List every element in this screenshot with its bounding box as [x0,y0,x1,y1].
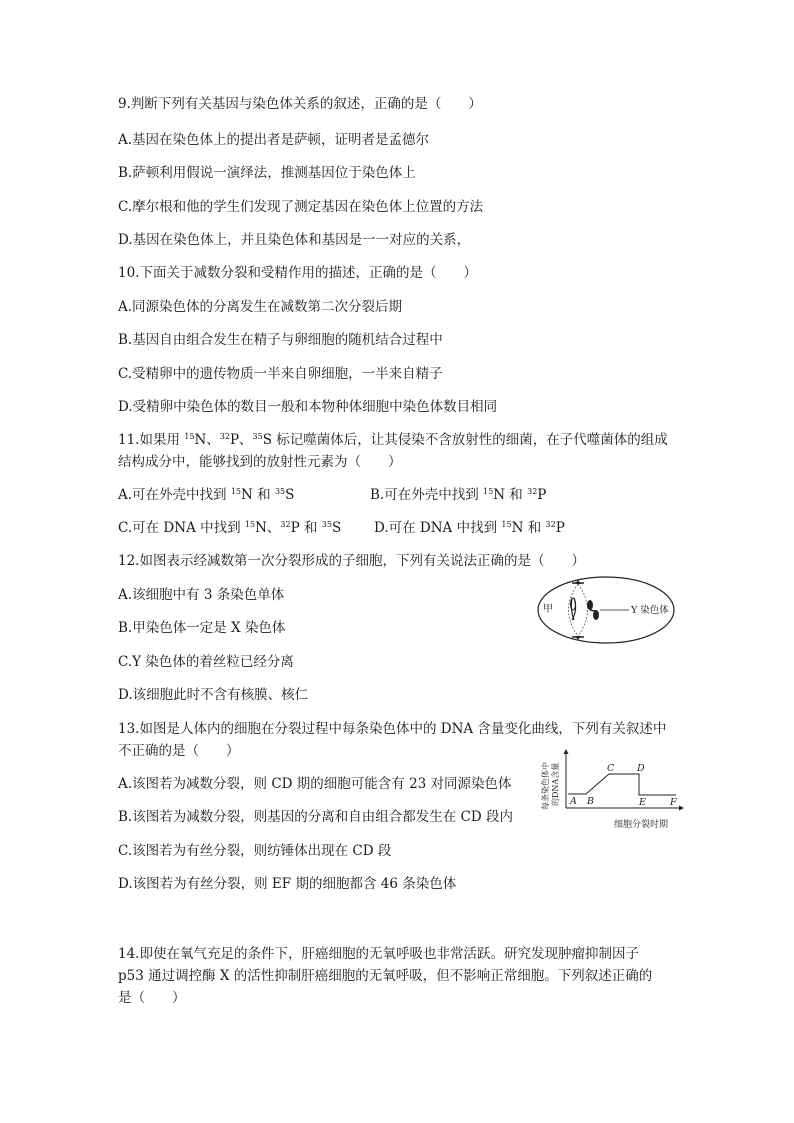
q11-stem-line2: 结构成分中，能够找到的放射性元素为（ ） [118,454,402,470]
q12-option-a: A.该细胞中有 3 条染色单体 [118,587,285,603]
q14-line1: 14.即使在氧气充足的条件下，肝癌细胞的无氧呼吸也非常活跃。研究发现肿瘤抑制因子 [118,946,639,962]
q12-stem: 12.如图表示经减数第一次分裂形成的子细胞，下列有关说法正确的是（ ） [118,553,585,569]
q10-option-a: A.同源染色体的分离发生在减数第二次分裂后期 [118,299,403,315]
y-chromosome [587,600,599,620]
point-a: A [570,796,577,807]
q13-option-d: D.该图若为有丝分裂，则 EF 期的细胞都含 46 条染色体 [118,876,457,892]
y-axis-label-2: 的DNA含量 [551,762,560,806]
q9-option-b: B.萨顿利用假说一演绎法，推测基因位于染色体上 [118,165,416,181]
q13-stem-line1: 13.如图是人体内的细胞在分裂过程中每条染色体中的 DNA 含量变化曲线，下列有关叙述中 [118,721,667,737]
q11-option-a: A.可在外壳中找到 $^{15}$N 和 $^{35}$S [118,487,295,503]
q10-stem: 10.下面关于减数分裂和受精作用的描述，正确的是（ ） [118,265,477,281]
q13-stem-line2: 不正确的是（ ） [118,743,240,759]
q12-cell-diagram [534,574,684,646]
q14-line3: 是（ ） [118,990,186,1006]
q10-option-b: B.基因自由组合发生在精子与卵细胞的随机结合过程中 [118,332,443,348]
point-d: D [637,763,645,774]
q14-line2: p53 通过调控酶 X 的活性抑制肝癌细胞的无氧呼吸，但不影响正常细胞。下列叙述正确的 [118,968,653,984]
q9-stem: 9.判断下列有关基因与染色体关系的叙述，正确的是（ ） [118,96,482,112]
q11-option-d: D.可在 DNA 中找到 $^{15}$N 和 $^{32}$P [374,520,565,536]
q13-dna-curve [536,748,686,834]
q11-option-b: B.可在外壳中找到 $^{15}$N 和 $^{32}$P [370,487,547,503]
q11-stem-line1: 11.如果用 $^{15}$N、$^{32}$P、$^{35}$S 标记噬菌体后，让其侵染不含放射性的细菌，在子代噬菌体的组成 [118,432,668,448]
dna-curve-line [568,774,676,795]
q10-option-c: C.受精卵中的遗传物质一半来自卵细胞，一半来自精子 [118,366,443,382]
point-b: B [587,796,594,807]
label-jia: 甲 [543,604,553,615]
jia-chromosome [571,598,576,620]
x-axis-label: 细胞分裂时期 [614,820,669,830]
point-e: E [639,797,646,808]
point-f: F [670,797,677,808]
q13-option-a: A.该图若为减数分裂，则 CD 期的细胞可能含有 23 对同源染色体 [118,776,512,792]
q12-option-d: D.该细胞此时不含有核膜、核仁 [118,687,309,703]
q12-option-c: C.Y 染色体的着丝粒已经分离 [118,654,294,670]
q11-option-c: C.可在 DNA 中找到 $^{15}$N、$^{32}$P 和 $^{35}$S [118,520,342,536]
q12-option-b: B.甲染色体一定是 X 染色体 [118,620,286,636]
q13-option-b: B.该图若为减数分裂，则基因的分离和自由组合都发生在 CD 段内 [118,809,513,825]
q10-option-d: D.受精卵中染色体的数目一般和本物种体细胞中染色体数目相同 [118,399,498,415]
y-axis-label-1: 每条染色体中 [541,762,550,810]
q9-option-d: D.基因在染色体上，并且染色体和基因是一一对应的关系， [118,232,471,248]
q9-option-a: A.基因在染色体上的提出者是萨顿，证明者是孟德尔 [118,132,430,148]
q9-option-c: C.摩尔根和他的学生们发现了测定基因在染色体上位置的方法 [118,199,484,215]
point-c: C [607,763,615,774]
q13-option-c: C.该图若为有丝分裂，则纺锤体出现在 CD 段 [118,843,392,859]
label-y-chromosome: Y 染色体 [631,605,669,616]
